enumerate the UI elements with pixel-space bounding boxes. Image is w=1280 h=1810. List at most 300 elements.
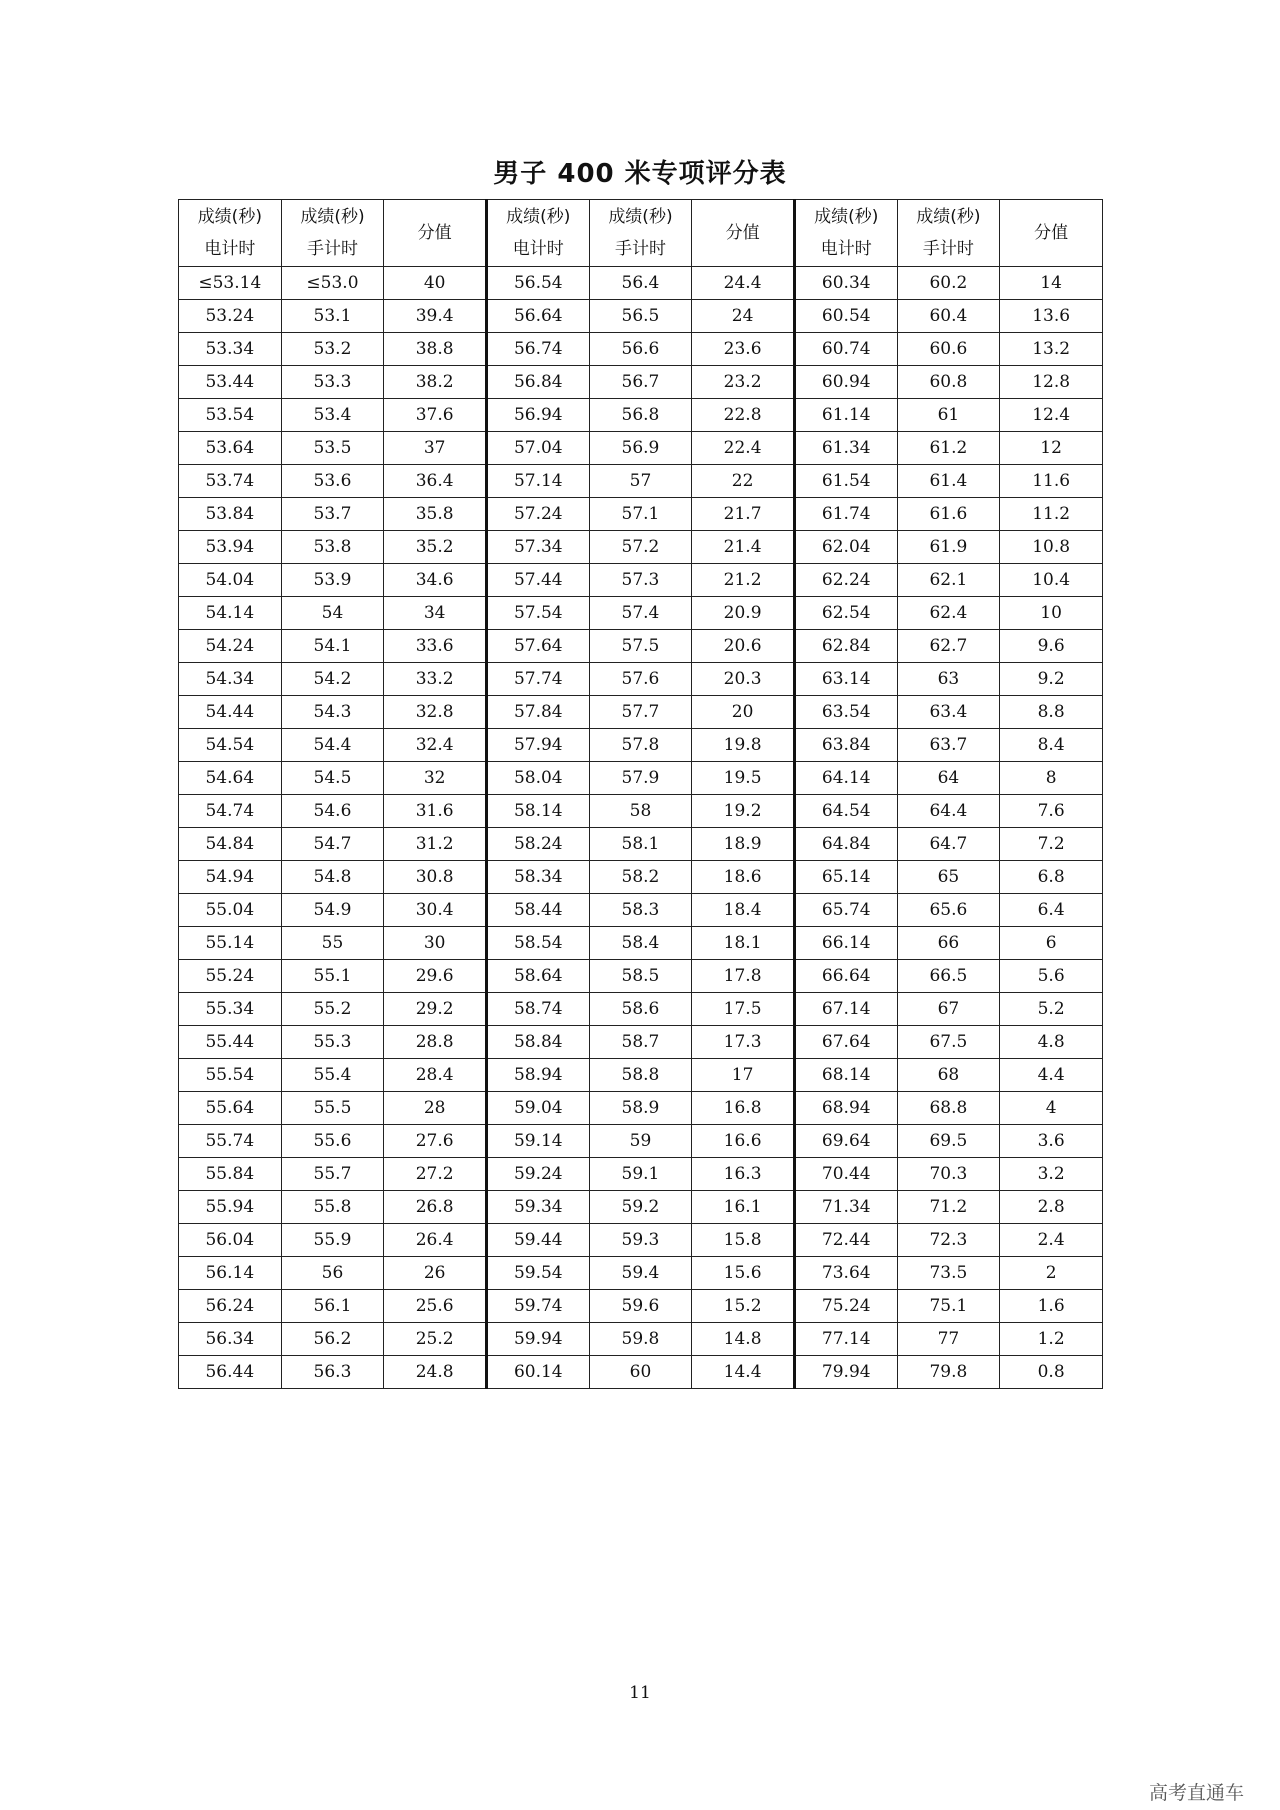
table-cell: 54.24 xyxy=(179,630,282,663)
table-cell: 16.3 xyxy=(692,1158,795,1191)
column-header-line: 电计时 xyxy=(512,239,564,259)
table-row xyxy=(179,1224,1103,1257)
page-number: 11 xyxy=(629,1683,651,1703)
table-cell: 40 xyxy=(384,267,487,300)
table-cell: 20.3 xyxy=(692,663,795,696)
table-cell: 59.74 xyxy=(486,1290,589,1323)
table-cell: 8 xyxy=(1000,762,1103,795)
table-row xyxy=(179,366,1103,399)
column-header-line: 分值 xyxy=(417,223,452,243)
table-cell: 56.34 xyxy=(179,1323,282,1356)
table-cell: 60.4 xyxy=(897,300,1000,333)
table-cell: 56.2 xyxy=(281,1323,384,1356)
table-row xyxy=(179,399,1103,432)
table-cell: 60.54 xyxy=(794,300,897,333)
table-cell: 57.4 xyxy=(589,597,692,630)
table-cell: 4 xyxy=(1000,1092,1103,1125)
table-cell: 2 xyxy=(1000,1257,1103,1290)
watermark: 高考直通车 xyxy=(1148,1782,1244,1804)
table-cell: 53.84 xyxy=(179,498,282,531)
table-cell: 55.3 xyxy=(281,1026,384,1059)
table-cell: 55.24 xyxy=(179,960,282,993)
table-cell: 53.8 xyxy=(281,531,384,564)
table-cell: 69.5 xyxy=(897,1125,1000,1158)
table-cell: 58.94 xyxy=(486,1059,589,1092)
table-cell: 20.6 xyxy=(692,630,795,663)
table-cell: 58.54 xyxy=(486,927,589,960)
table-cell: 15.2 xyxy=(692,1290,795,1323)
table-row xyxy=(179,1191,1103,1224)
table-cell: 77.14 xyxy=(794,1323,897,1356)
table-cell: 60.94 xyxy=(794,366,897,399)
table-cell: 57.34 xyxy=(486,531,589,564)
table-cell: 75.1 xyxy=(897,1290,1000,1323)
table-cell: 54.44 xyxy=(179,696,282,729)
table-cell: 34.6 xyxy=(384,564,487,597)
table-cell: 2.4 xyxy=(1000,1224,1103,1257)
table-cell: 58.6 xyxy=(589,993,692,1026)
table-cell: 79.8 xyxy=(897,1356,1000,1389)
table-cell: 55.5 xyxy=(281,1092,384,1125)
table-cell: 56.54 xyxy=(486,267,589,300)
table-row xyxy=(179,564,1103,597)
table-row xyxy=(179,795,1103,828)
table-cell: 59.4 xyxy=(589,1257,692,1290)
table-cell: 70.3 xyxy=(897,1158,1000,1191)
table-row xyxy=(179,597,1103,630)
table-cell: 37 xyxy=(384,432,487,465)
table-cell: 28 xyxy=(384,1092,487,1125)
table-cell: 53.94 xyxy=(179,531,282,564)
table-cell: 57.7 xyxy=(589,696,692,729)
table-cell: 58.1 xyxy=(589,828,692,861)
table-cell: 62.7 xyxy=(897,630,1000,663)
table-cell: 59.14 xyxy=(486,1125,589,1158)
table-cell: 58.9 xyxy=(589,1092,692,1125)
table-cell: 55.04 xyxy=(179,894,282,927)
table-cell: 57.8 xyxy=(589,729,692,762)
table-cell: 54.5 xyxy=(281,762,384,795)
table-cell: 55.8 xyxy=(281,1191,384,1224)
table-cell: 56.04 xyxy=(179,1224,282,1257)
column-header xyxy=(179,200,282,267)
table-cell: 58.3 xyxy=(589,894,692,927)
score-table xyxy=(178,199,1103,1389)
column-header-line: 手计时 xyxy=(614,239,666,259)
table-cell: 57.2 xyxy=(589,531,692,564)
table-cell: 55 xyxy=(281,927,384,960)
table-cell: 65.74 xyxy=(794,894,897,927)
table-cell: 4.4 xyxy=(1000,1059,1103,1092)
table-cell: 64 xyxy=(897,762,1000,795)
table-cell: 63.14 xyxy=(794,663,897,696)
table-cell: 75.24 xyxy=(794,1290,897,1323)
table-cell: 59.2 xyxy=(589,1191,692,1224)
table-cell: 59.1 xyxy=(589,1158,692,1191)
table-cell: 68.14 xyxy=(794,1059,897,1092)
table-cell: 65 xyxy=(897,861,1000,894)
table-cell: 6 xyxy=(1000,927,1103,960)
table-cell: 56.3 xyxy=(281,1356,384,1389)
table-cell: 17.5 xyxy=(692,993,795,1026)
table-cell: 19.5 xyxy=(692,762,795,795)
table-cell: 55.2 xyxy=(281,993,384,1026)
table-cell: 55.94 xyxy=(179,1191,282,1224)
table-cell: 60 xyxy=(589,1356,692,1389)
table-cell: 26 xyxy=(384,1257,487,1290)
table-cell: 24.8 xyxy=(384,1356,487,1389)
table-cell: 35.2 xyxy=(384,531,487,564)
table-cell: 21.4 xyxy=(692,531,795,564)
table-cell: 57 xyxy=(589,465,692,498)
table-cell: 8.8 xyxy=(1000,696,1103,729)
table-cell: 58.64 xyxy=(486,960,589,993)
table-cell: 55.7 xyxy=(281,1158,384,1191)
table-cell: 61.2 xyxy=(897,432,1000,465)
table-cell: 16.1 xyxy=(692,1191,795,1224)
table-cell: 34 xyxy=(384,597,487,630)
table-cell: 15.8 xyxy=(692,1224,795,1257)
table-cell: 62.1 xyxy=(897,564,1000,597)
table-row xyxy=(179,663,1103,696)
table-cell: 60.34 xyxy=(794,267,897,300)
table-cell: 57.84 xyxy=(486,696,589,729)
table-cell: 0.8 xyxy=(1000,1356,1103,1389)
table-cell: 64.4 xyxy=(897,795,1000,828)
table-cell: 66.5 xyxy=(897,960,1000,993)
table-cell: 18.6 xyxy=(692,861,795,894)
table-cell: 53.64 xyxy=(179,432,282,465)
table-cell: 21.2 xyxy=(692,564,795,597)
table-cell: 12.4 xyxy=(1000,399,1103,432)
table-cell: 53.3 xyxy=(281,366,384,399)
table-cell: 56.9 xyxy=(589,432,692,465)
table-cell: 69.64 xyxy=(794,1125,897,1158)
table-cell: 56 xyxy=(281,1257,384,1290)
table-cell: 59.54 xyxy=(486,1257,589,1290)
table-row xyxy=(179,300,1103,333)
column-header-line: 电计时 xyxy=(820,239,872,259)
table-cell: 32.4 xyxy=(384,729,487,762)
table-cell: ≤53.0 xyxy=(281,267,384,300)
table-row xyxy=(179,1026,1103,1059)
table-cell: 56.44 xyxy=(179,1356,282,1389)
table-cell: 33.2 xyxy=(384,663,487,696)
table-cell: 37.6 xyxy=(384,399,487,432)
table-cell: 57.04 xyxy=(486,432,589,465)
table-cell: 55.84 xyxy=(179,1158,282,1191)
column-header xyxy=(589,200,692,267)
table-cell: 35.8 xyxy=(384,498,487,531)
table-cell: 30.4 xyxy=(384,894,487,927)
table-cell: 55.54 xyxy=(179,1059,282,1092)
page-title: 男子 400 米专项评分表 xyxy=(493,159,787,189)
table-cell: 22.8 xyxy=(692,399,795,432)
column-header-line: 成绩(秒) xyxy=(300,207,365,227)
table-cell: 64.7 xyxy=(897,828,1000,861)
table-cell: 56.24 xyxy=(179,1290,282,1323)
table-cell: 36.4 xyxy=(384,465,487,498)
table-cell: 58.14 xyxy=(486,795,589,828)
table-cell: 53.6 xyxy=(281,465,384,498)
column-header xyxy=(486,200,589,267)
table-row xyxy=(179,1059,1103,1092)
table-cell: 57.6 xyxy=(589,663,692,696)
table-cell: 57.14 xyxy=(486,465,589,498)
table-cell: 17.3 xyxy=(692,1026,795,1059)
table-cell: 61.54 xyxy=(794,465,897,498)
table-cell: 77 xyxy=(897,1323,1000,1356)
table-cell: 56.64 xyxy=(486,300,589,333)
table-cell: 57.64 xyxy=(486,630,589,663)
table-cell: 54.84 xyxy=(179,828,282,861)
table-cell: 14.8 xyxy=(692,1323,795,1356)
table-cell: 68.94 xyxy=(794,1092,897,1125)
table-cell: 55.14 xyxy=(179,927,282,960)
table-cell: 54.74 xyxy=(179,795,282,828)
column-header xyxy=(897,200,1000,267)
table-cell: 26.4 xyxy=(384,1224,487,1257)
table-cell: 59.04 xyxy=(486,1092,589,1125)
table-cell: 58.24 xyxy=(486,828,589,861)
table-cell: 24.4 xyxy=(692,267,795,300)
table-cell: 60.74 xyxy=(794,333,897,366)
table-cell: 53.5 xyxy=(281,432,384,465)
table-cell: 7.2 xyxy=(1000,828,1103,861)
table-cell: 58.74 xyxy=(486,993,589,1026)
table-cell: 10.8 xyxy=(1000,531,1103,564)
table-cell: 29.6 xyxy=(384,960,487,993)
table-cell: 56.74 xyxy=(486,333,589,366)
table-cell: 6.4 xyxy=(1000,894,1103,927)
table-cell: 55.4 xyxy=(281,1059,384,1092)
column-header xyxy=(692,200,795,267)
table-cell: 59.3 xyxy=(589,1224,692,1257)
table-cell: 55.44 xyxy=(179,1026,282,1059)
column-header xyxy=(281,200,384,267)
table-cell: 5.6 xyxy=(1000,960,1103,993)
table-cell: 59.8 xyxy=(589,1323,692,1356)
table-row xyxy=(179,696,1103,729)
table-cell: 19.8 xyxy=(692,729,795,762)
table-cell: 59.34 xyxy=(486,1191,589,1224)
table-cell: 63 xyxy=(897,663,1000,696)
table-cell: 12 xyxy=(1000,432,1103,465)
table-cell: 1.2 xyxy=(1000,1323,1103,1356)
table-cell: 58.7 xyxy=(589,1026,692,1059)
table-cell: 72.44 xyxy=(794,1224,897,1257)
table-row xyxy=(179,267,1103,300)
table-cell: 54.3 xyxy=(281,696,384,729)
table-row xyxy=(179,828,1103,861)
table-cell: 63.84 xyxy=(794,729,897,762)
table-cell: 54.6 xyxy=(281,795,384,828)
table-cell: 38.8 xyxy=(384,333,487,366)
table-cell: 28.4 xyxy=(384,1059,487,1092)
table-cell: 54 xyxy=(281,597,384,630)
table-cell: 58.2 xyxy=(589,861,692,894)
table-cell: 8.4 xyxy=(1000,729,1103,762)
table-cell: 16.8 xyxy=(692,1092,795,1125)
table-cell: 58.04 xyxy=(486,762,589,795)
column-header-line: 成绩(秒) xyxy=(608,207,673,227)
table-cell: 11.6 xyxy=(1000,465,1103,498)
table-cell: 53.34 xyxy=(179,333,282,366)
table-cell: 58.5 xyxy=(589,960,692,993)
table-cell: 53.2 xyxy=(281,333,384,366)
table-cell: 27.6 xyxy=(384,1125,487,1158)
table-cell: 18.1 xyxy=(692,927,795,960)
table-cell: 53.54 xyxy=(179,399,282,432)
table-cell: 59 xyxy=(589,1125,692,1158)
table-row xyxy=(179,531,1103,564)
table-cell: 53.24 xyxy=(179,300,282,333)
table-cell: 53.74 xyxy=(179,465,282,498)
table-cell: 28.8 xyxy=(384,1026,487,1059)
table-cell: 59.24 xyxy=(486,1158,589,1191)
column-header-line: 成绩(秒) xyxy=(506,207,571,227)
table-cell: 66.64 xyxy=(794,960,897,993)
table-cell: 62.24 xyxy=(794,564,897,597)
table-cell: 7.6 xyxy=(1000,795,1103,828)
table-cell: 57.24 xyxy=(486,498,589,531)
table-cell: 56.4 xyxy=(589,267,692,300)
table-row xyxy=(179,927,1103,960)
column-header-line: 成绩(秒) xyxy=(814,207,879,227)
table-cell: 15.6 xyxy=(692,1257,795,1290)
table-cell: 6.8 xyxy=(1000,861,1103,894)
table-cell: 62.84 xyxy=(794,630,897,663)
table-cell: 54.54 xyxy=(179,729,282,762)
table-cell: 56.7 xyxy=(589,366,692,399)
table-cell: 57.54 xyxy=(486,597,589,630)
table-cell: 56.6 xyxy=(589,333,692,366)
table-cell: 53.9 xyxy=(281,564,384,597)
table-cell: 62.4 xyxy=(897,597,1000,630)
table-cell: 61.34 xyxy=(794,432,897,465)
table-cell: 23.6 xyxy=(692,333,795,366)
table-cell: 57.3 xyxy=(589,564,692,597)
table-row xyxy=(179,729,1103,762)
column-header-line: 分值 xyxy=(725,223,760,243)
table-cell: 58.4 xyxy=(589,927,692,960)
table-cell: 61.74 xyxy=(794,498,897,531)
table-row xyxy=(179,465,1103,498)
table-cell: 26.8 xyxy=(384,1191,487,1224)
table-cell: 57.9 xyxy=(589,762,692,795)
table-cell: 32.8 xyxy=(384,696,487,729)
table-cell: 23.2 xyxy=(692,366,795,399)
table-cell: 19.2 xyxy=(692,795,795,828)
table-row xyxy=(179,498,1103,531)
table-cell: 38.2 xyxy=(384,366,487,399)
table-cell: 25.6 xyxy=(384,1290,487,1323)
table-row xyxy=(179,993,1103,1026)
column-header xyxy=(1000,200,1103,267)
table-cell: 65.6 xyxy=(897,894,1000,927)
table-cell: 55.6 xyxy=(281,1125,384,1158)
table-cell: 56.94 xyxy=(486,399,589,432)
column-header-line: 成绩(秒) xyxy=(197,207,262,227)
table-cell: 60.8 xyxy=(897,366,1000,399)
table-cell: 59.44 xyxy=(486,1224,589,1257)
table-cell: 59.6 xyxy=(589,1290,692,1323)
table-cell: 16.6 xyxy=(692,1125,795,1158)
table-cell: 62.54 xyxy=(794,597,897,630)
table-cell: 71.34 xyxy=(794,1191,897,1224)
table-cell: 55.1 xyxy=(281,960,384,993)
table-cell: ≤53.14 xyxy=(179,267,282,300)
table-cell: 53.4 xyxy=(281,399,384,432)
table-cell: 21.7 xyxy=(692,498,795,531)
table-cell: 61 xyxy=(897,399,1000,432)
table-cell: 67 xyxy=(897,993,1000,1026)
table-cell: 54.7 xyxy=(281,828,384,861)
table-cell: 12.8 xyxy=(1000,366,1103,399)
table-cell: 64.84 xyxy=(794,828,897,861)
table-cell: 60.6 xyxy=(897,333,1000,366)
table-cell: 63.4 xyxy=(897,696,1000,729)
table-cell: 67.14 xyxy=(794,993,897,1026)
table-cell: 54.14 xyxy=(179,597,282,630)
table-cell: 71.2 xyxy=(897,1191,1000,1224)
table-cell: 30 xyxy=(384,927,487,960)
table-cell: 1.6 xyxy=(1000,1290,1103,1323)
table-cell: 67.64 xyxy=(794,1026,897,1059)
table-cell: 61.14 xyxy=(794,399,897,432)
table-cell: 17 xyxy=(692,1059,795,1092)
table-cell: 55.64 xyxy=(179,1092,282,1125)
table-cell: 56.14 xyxy=(179,1257,282,1290)
table-cell: 54.9 xyxy=(281,894,384,927)
table-cell: 13.2 xyxy=(1000,333,1103,366)
table-cell: 56.1 xyxy=(281,1290,384,1323)
table-cell: 57.5 xyxy=(589,630,692,663)
table-cell: 24 xyxy=(692,300,795,333)
table-cell: 72.3 xyxy=(897,1224,1000,1257)
table-row xyxy=(179,894,1103,927)
table-cell: 58.44 xyxy=(486,894,589,927)
table-cell: 67.5 xyxy=(897,1026,1000,1059)
table-cell: 60.2 xyxy=(897,267,1000,300)
table-cell: 70.44 xyxy=(794,1158,897,1191)
table-cell: 63.54 xyxy=(794,696,897,729)
table-cell: 58 xyxy=(589,795,692,828)
column-header-line: 分值 xyxy=(1034,223,1069,243)
table-cell: 61.6 xyxy=(897,498,1000,531)
table-cell: 31.6 xyxy=(384,795,487,828)
table-row xyxy=(179,630,1103,663)
table-cell: 79.94 xyxy=(794,1356,897,1389)
table-cell: 53.1 xyxy=(281,300,384,333)
table-cell: 32 xyxy=(384,762,487,795)
table-cell: 61.4 xyxy=(897,465,1000,498)
table-cell: 2.8 xyxy=(1000,1191,1103,1224)
table-cell: 54.34 xyxy=(179,663,282,696)
column-header xyxy=(794,200,897,267)
table-cell: 53.7 xyxy=(281,498,384,531)
table-cell: 10.4 xyxy=(1000,564,1103,597)
column-header-line: 成绩(秒) xyxy=(916,207,981,227)
table-cell: 64.14 xyxy=(794,762,897,795)
table-cell: 9.6 xyxy=(1000,630,1103,663)
table-cell: 54.64 xyxy=(179,762,282,795)
header-row xyxy=(179,200,1103,267)
table-cell: 22 xyxy=(692,465,795,498)
table-cell: 55.34 xyxy=(179,993,282,1026)
table-cell: 14 xyxy=(1000,267,1103,300)
table-row xyxy=(179,1158,1103,1191)
